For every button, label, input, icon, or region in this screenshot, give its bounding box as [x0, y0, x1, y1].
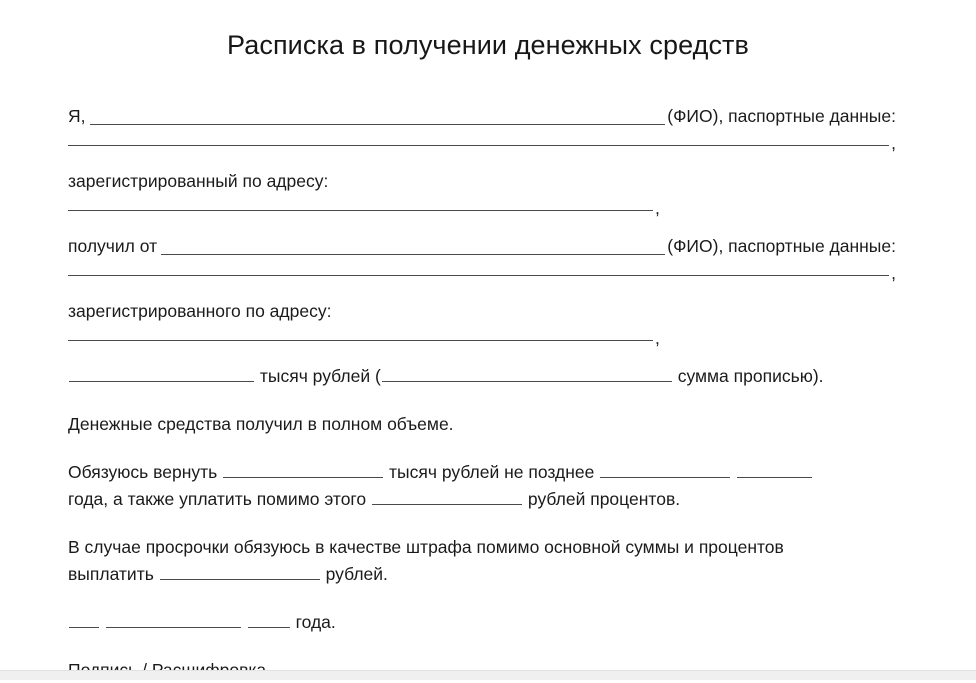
blank-date-day[interactable] — [69, 613, 99, 628]
label-received-from: получил от — [68, 236, 158, 256]
label-registered-at-lender: зарегистрированного по адресу: — [68, 301, 332, 321]
label-fio-passport-lender: (ФИО), паспортные данные: — [667, 236, 896, 256]
blank-date-month[interactable] — [106, 613, 241, 628]
paragraph-declarant-name — [68, 104, 896, 129]
paragraph-interest — [68, 487, 896, 512]
label-i-am: Я, — [68, 106, 86, 126]
comma-lender-address: , — [655, 328, 660, 348]
paragraph-lender-address-label — [68, 299, 896, 324]
blank-lender-passport[interactable] — [68, 261, 889, 276]
paragraph-date — [68, 610, 896, 635]
blank-lender-fio[interactable] — [161, 240, 665, 255]
label-money-received: Денежные средства получил в полном объеме. — [68, 414, 454, 434]
paragraph-declarant-passport — [68, 131, 896, 153]
paragraph-lender-address — [68, 326, 896, 348]
blank-lender-address[interactable] — [68, 326, 653, 341]
blank-amount-words[interactable] — [382, 367, 672, 382]
label-year-word: года. — [295, 612, 336, 632]
page-title: Расписка в получении денежных средств — [227, 30, 749, 60]
paragraph-declarant-address-label — [68, 169, 896, 194]
blank-penalty-amount[interactable] — [160, 565, 320, 580]
label-thousand-rubles: тысяч рублей ( — [259, 366, 381, 386]
blank-return-amount[interactable] — [223, 463, 383, 478]
paragraph-return-obligation — [68, 460, 896, 485]
label-obligate-return: Обязуюсь вернуть — [68, 462, 218, 482]
label-fio-passport-declarant: (ФИО), паспортные данные: — [667, 106, 896, 126]
blank-amount-figures[interactable] — [69, 367, 254, 382]
label-pay-out: выплатить — [68, 564, 154, 584]
comma-declarant-passport: , — [891, 133, 896, 153]
comma-declarant-address: , — [655, 198, 660, 218]
document-body — [68, 104, 896, 683]
label-penalty-intro: В случае просрочки обязуюсь в качестве штрафа помимо основной суммы и процентов — [68, 537, 784, 557]
paragraph-penalty-line1 — [68, 535, 896, 560]
paragraph-money-received — [68, 412, 896, 437]
blank-declarant-address[interactable] — [68, 196, 653, 211]
blank-return-month[interactable] — [737, 463, 812, 478]
label-rubles-percent: рублей процентов. — [527, 489, 681, 509]
blank-return-date[interactable] — [600, 463, 730, 478]
paragraph-lender-name — [68, 234, 896, 259]
paragraph-penalty-line2 — [68, 562, 896, 587]
paragraph-lender-passport — [68, 261, 896, 283]
blank-date-year[interactable] — [248, 613, 290, 628]
label-rubles-period: рублей. — [325, 564, 388, 584]
label-registered-at-declarant: зарегистрированный по адресу: — [68, 171, 329, 191]
paragraph-declarant-address — [68, 196, 896, 218]
label-thousand-rubles-not-later: тысяч рублей не позднее — [389, 462, 595, 482]
label-sum-in-words: сумма прописью). — [677, 366, 824, 386]
comma-lender-passport: , — [891, 263, 896, 283]
blank-declarant-fio[interactable] — [90, 110, 666, 125]
blank-declarant-passport[interactable] — [68, 131, 889, 146]
label-year-and-also-pay: года, а также уплатить помимо этого — [68, 489, 367, 509]
blank-interest-amount[interactable] — [372, 490, 522, 505]
paragraph-amount — [68, 364, 896, 389]
